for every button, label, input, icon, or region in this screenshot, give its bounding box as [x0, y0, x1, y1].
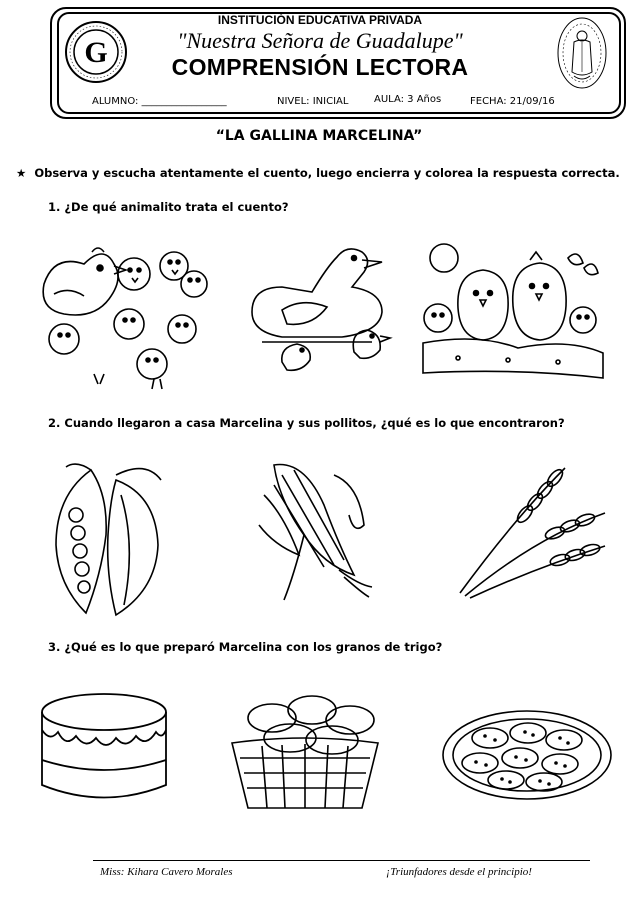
bird-family-drawing[interactable] [418, 238, 608, 388]
school-logo [64, 20, 128, 84]
school-name: "Nuestra Señora de Guadalupe" [177, 28, 463, 53]
bread-basket-drawing[interactable] [222, 688, 388, 814]
institution-type: INSTITUCIÓN EDUCATIVA PRIVADA [217, 13, 423, 27]
aula-field: AULA: 3 Años [374, 94, 442, 105]
cookies-plate-drawing[interactable] [440, 708, 614, 802]
subject-title: COMPRENSIÓN LECTORA [171, 54, 469, 80]
peas-drawing[interactable] [46, 455, 172, 620]
footer-teacher: Miss: Kihara Cavero Morales [100, 866, 233, 878]
instruction [16, 166, 620, 180]
footer-motto: ¡Triunfadores desde el principio! [386, 866, 532, 878]
instruction-text: Observa y escucha atentamente el cuento, luego encierra y colorea la respuesta correcta. [34, 166, 620, 180]
fecha-field: FECHA: 21/09/16 [470, 96, 555, 107]
story-title: “LA GALLINA MARCELINA” [215, 128, 423, 144]
question-1: 1. ¿De qué animalito trata el cuento? [48, 200, 289, 214]
alumno-field[interactable]: ALUMNO: _________________ [92, 96, 227, 107]
svg-text:G: G [84, 36, 108, 69]
footer-divider [93, 860, 590, 861]
virgin-guadalupe-image [556, 16, 608, 90]
wheat-drawing[interactable] [455, 458, 613, 600]
corn-drawing[interactable] [244, 455, 376, 603]
question-2: 2. Cuando llegaron a casa Marcelina y sus pollitos, ¿qué es lo que encontraron? [48, 416, 565, 430]
star-bullet-icon: ★ [16, 166, 27, 180]
nivel-field: NIVEL: INICIAL [277, 96, 349, 107]
question-3: 3. ¿Qué es lo que preparó Marcelina con los granos de trigo? [48, 640, 443, 654]
hen-with-chicks-drawing[interactable] [34, 224, 210, 392]
cake-drawing[interactable] [38, 690, 170, 810]
duck-with-ducklings-drawing[interactable] [242, 232, 400, 382]
